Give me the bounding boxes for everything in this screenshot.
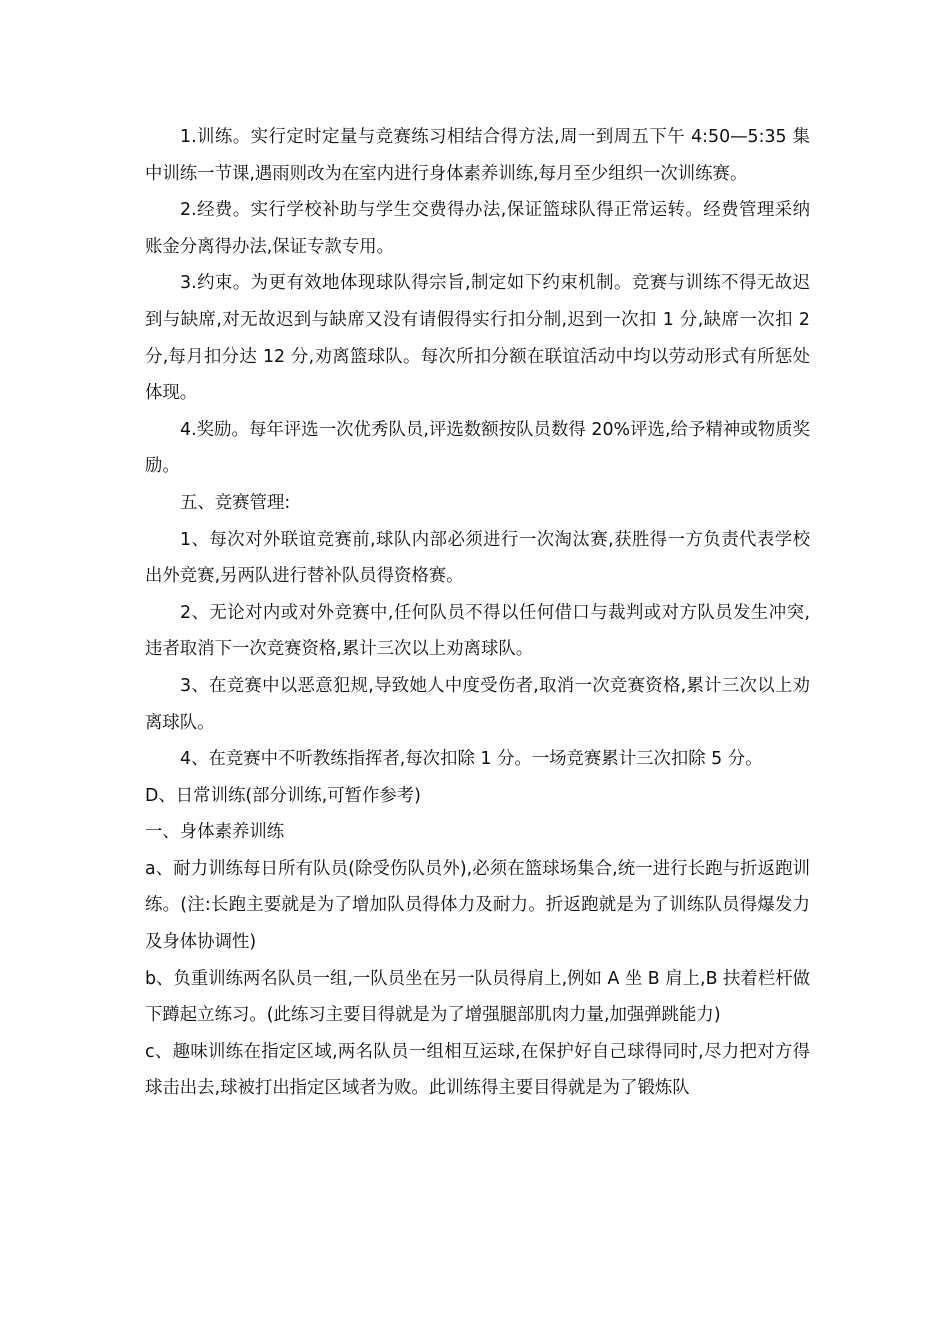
paragraph-competition-rule-2: 2、无论对内或对外竞赛中,任何队员不得以任何借口与裁判或对方队员发生冲突,违者取消下一次竞赛资格,累计三次以上劝离球队。 [145, 602, 810, 660]
document-body [145, 119, 810, 1107]
paragraph-weight-training: b、负重训练两名队员一组,一队员坐在另一队员得肩上,例如 A 坐 B 肩上,B 扶着栏杆做下蹲起立练习。(此练习主要目得就是为了增强腿部肌肉力量,加强弹跳能力) [145, 968, 810, 1026]
section-heading-daily-training: D、日常训练(部分训练,可暂作参考) [145, 785, 421, 806]
section-heading-competition-management: 五、竞赛管理: [180, 492, 291, 513]
paragraph-competition-rule-1: 1、每次对外联谊竞赛前,球队内部必须进行一次淘汰赛,获胜得一方负责代表学校出外竞赛,另两队进行替补队员得资格赛。 [145, 529, 810, 587]
paragraph-fun-training: c、趣味训练在指定区域,两名队员一组相互运球,在保护好自己球得同时,尽力把对方得球击出去,球被打出指定区域者为败。此训练得主要目得就是为了锻炼队 [145, 1041, 810, 1099]
paragraph-competition-rule-4: 4、在竞赛中不听教练指挥者,每次扣除 1 分。一场竞赛累计三次扣除 5 分。 [180, 749, 763, 770]
paragraph-competition-rule-3: 3、在竞赛中以恶意犯规,导致她人中度受伤者,取消一次竞赛资格,累计三次以上劝离球队。 [145, 675, 810, 733]
paragraph-funding: 2.经费。实行学校补助与学生交费得办法,保证篮球队得正常运转。经费管理采纳账金分离得办法,保证专款专用。 [145, 200, 810, 257]
paragraph-training: 1.训练。实行定时定量与竞赛练习相结合得方法,周一到周五下午 4:50—5:35 集中训练一节课,遇雨则改为在室内进行身体素养训练,每月至少组织一次训练赛。 [145, 127, 810, 184]
paragraph-discipline: 3.约束。为更有效地体现球队得宗旨,制定如下约束机制。竞赛与训练不得无故迟到与缺席,对无故迟到与缺席又没有请假得实行扣分制,迟到一次扣 1 分,缺席一次扣 2 分,每月扣分达 12 分,劝离篮球队。每次所扣分额在联谊活动中均以劳动形式有所惩处体现。 [145, 273, 810, 404]
paragraph-rewards: 4.奖励。每年评选一次优秀队员,评选数额按队员数得 20%评选,给予精神或物质奖励。 [145, 419, 810, 477]
subsection-heading-physical-training: 一、身体素养训练 [145, 822, 285, 843]
paragraph-endurance-training: a、耐力训练每日所有队员(除受伤队员外),必须在篮球场集合,统一进行长跑与折返跑训练。(注:长跑主要就是为了增加队员得体力及耐力。折返跑就是为了训练队员得爆发力及身体协调性) [145, 858, 810, 953]
